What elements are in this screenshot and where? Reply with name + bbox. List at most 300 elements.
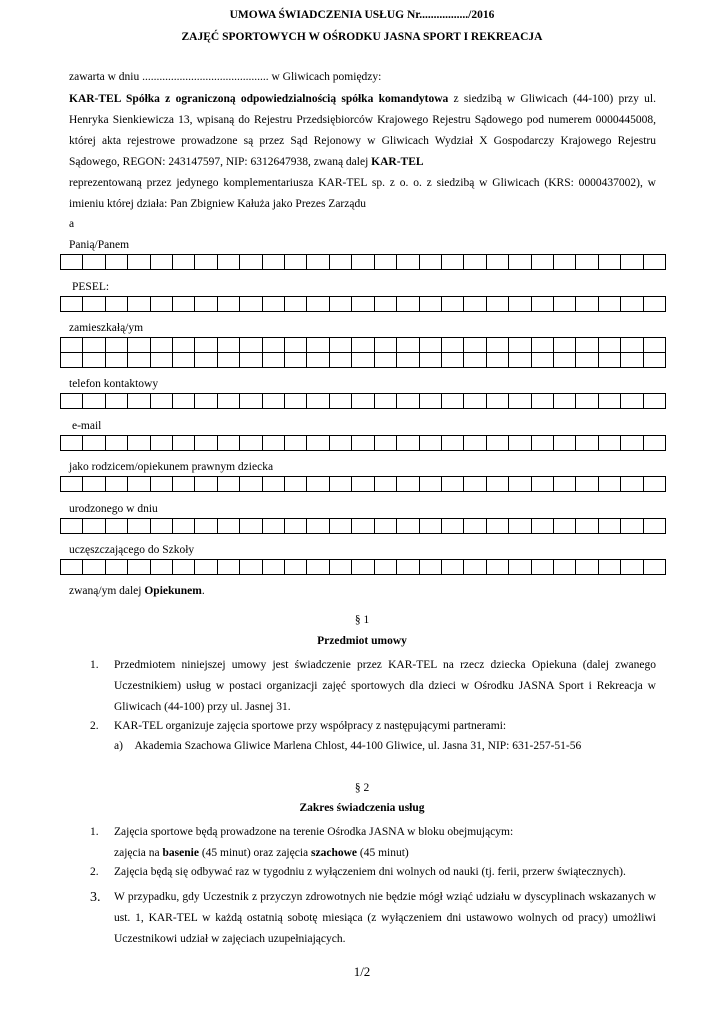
grid-cell[interactable]	[106, 353, 128, 368]
list-text: Przedmiotem niniejszej umowy jest świadczenie przez KAR-TEL na rzecz dziecka Opiekuna (dalej zwanego Uczestnikiem) usług w postaci organizacji zajęć sportowych dla dzieci w Ośrodku JASNA Sport i Rekreacja w Gliwicach (44-100) przy ul. Jasnej 31.	[114, 659, 656, 713]
grid-cell[interactable]	[285, 394, 307, 409]
grid-cell[interactable]	[83, 477, 105, 492]
subitem-label: a)	[114, 740, 123, 752]
pesel-grid[interactable]	[60, 296, 666, 312]
grid-cell[interactable]	[128, 338, 150, 353]
grid-cell[interactable]	[352, 436, 374, 451]
grid-cell[interactable]	[644, 338, 666, 353]
guardian-label: jako rodzicem/opiekunem prawnym dziecka	[69, 461, 274, 473]
grid-cell[interactable]	[330, 477, 352, 492]
grid-cell[interactable]	[307, 436, 329, 451]
grid-cell[interactable]	[599, 255, 621, 270]
grid-cell[interactable]	[532, 394, 554, 409]
grid-cell[interactable]	[464, 394, 486, 409]
grid-cell[interactable]	[240, 255, 262, 270]
grid-cell[interactable]	[307, 394, 329, 409]
item1-line2-a: zajęcia na	[114, 847, 163, 859]
grid-cell[interactable]	[509, 477, 531, 492]
grid-cell[interactable]	[218, 394, 240, 409]
grid-cell[interactable]	[83, 560, 105, 575]
pesel-label: PESEL:	[72, 281, 110, 293]
grid-cell[interactable]	[106, 338, 128, 353]
grid-cell[interactable]	[420, 477, 442, 492]
grid-cell[interactable]	[487, 519, 509, 534]
grid-cell[interactable]	[240, 353, 262, 368]
grid-cell[interactable]	[330, 394, 352, 409]
list-text: Zajęcia będą się odbywać raz w tygodniu z wyłączeniem dni wolnych od nauki (tj. ferii, przerw świątecznych).	[114, 866, 626, 878]
grid-cell[interactable]	[487, 255, 509, 270]
grid-cell[interactable]	[263, 338, 285, 353]
grid-cell[interactable]	[464, 353, 486, 368]
grid-cell[interactable]	[173, 394, 195, 409]
page-number: 1/2	[353, 964, 371, 979]
grid-cell[interactable]	[128, 519, 150, 534]
grid-cell[interactable]	[509, 560, 531, 575]
grid-cell[interactable]	[352, 519, 374, 534]
list-number: 2.	[90, 866, 99, 878]
grid-cell[interactable]	[621, 394, 643, 409]
grid-cell[interactable]	[128, 255, 150, 270]
grid-cell[interactable]	[106, 560, 128, 575]
grid-cell[interactable]	[420, 353, 442, 368]
email-grid[interactable]	[60, 435, 666, 451]
grid-cell[interactable]	[487, 436, 509, 451]
grid-cell[interactable]	[61, 353, 83, 368]
grid-cell[interactable]	[218, 519, 240, 534]
grid-cell[interactable]	[621, 436, 643, 451]
grid-cell[interactable]	[599, 297, 621, 312]
grid-cell[interactable]	[464, 519, 486, 534]
section2-heading: Zakres świadczenia usług	[299, 802, 425, 814]
grid-cell[interactable]	[644, 519, 666, 534]
grid-cell[interactable]	[285, 338, 307, 353]
grid-cell[interactable]	[576, 297, 598, 312]
grid-cell[interactable]	[576, 436, 598, 451]
grid-cell[interactable]	[442, 353, 464, 368]
grid-cell[interactable]	[263, 255, 285, 270]
grid-cell[interactable]	[576, 477, 598, 492]
grid-cell[interactable]	[487, 560, 509, 575]
concluded-line: zawarta w dniu ............................................ w Gliwicach pomiędzy:	[69, 71, 382, 83]
grid-cell[interactable]	[375, 338, 397, 353]
grid-cell[interactable]	[532, 560, 554, 575]
grid-cell[interactable]	[285, 297, 307, 312]
document-title: UMOWA ŚWIADCZENIA USŁUG Nr................./2016	[229, 9, 495, 21]
grid-cell[interactable]	[644, 436, 666, 451]
grid-cell[interactable]	[195, 297, 217, 312]
grid-cell[interactable]	[442, 338, 464, 353]
grid-cell[interactable]	[307, 477, 329, 492]
grid-cell[interactable]	[644, 297, 666, 312]
name-label: Panią/Panem	[69, 239, 130, 251]
grid-cell[interactable]	[352, 477, 374, 492]
grid-cell[interactable]	[644, 560, 666, 575]
grid-cell[interactable]	[599, 353, 621, 368]
grid-cell[interactable]	[106, 297, 128, 312]
grid-cell[interactable]	[644, 477, 666, 492]
grid-cell[interactable]	[509, 394, 531, 409]
grid-cell[interactable]	[151, 297, 173, 312]
grid-cell[interactable]	[397, 353, 419, 368]
grid-cell[interactable]	[195, 353, 217, 368]
grid-cell[interactable]	[464, 436, 486, 451]
grid-cell[interactable]	[576, 353, 598, 368]
section2-item3	[90, 887, 656, 950]
grid-cell[interactable]	[128, 297, 150, 312]
grid-cell[interactable]	[218, 477, 240, 492]
grid-cell[interactable]	[599, 477, 621, 492]
list-number: 3.	[90, 890, 101, 905]
section2-number: § 2	[354, 782, 370, 794]
grid-cell[interactable]	[106, 477, 128, 492]
grid-cell[interactable]	[330, 560, 352, 575]
section1-subitem-a	[114, 740, 581, 752]
grid-cell[interactable]	[173, 519, 195, 534]
company-paragraph	[69, 89, 656, 173]
grid-cell[interactable]	[285, 353, 307, 368]
grid-cell[interactable]	[83, 297, 105, 312]
list-number: 1.	[90, 826, 99, 838]
grid-cell[interactable]	[532, 338, 554, 353]
grid-cell[interactable]	[151, 338, 173, 353]
represented-paragraph: reprezentowaną przez jedynego komplementariusza KAR-TEL sp. z o. o. z siedzibą w Gliwicach (KRS: 0000437002), w imieniu której działa: Pan Zbigniew Kałuża jako Prezes Zarządu	[69, 177, 656, 210]
grid-cell[interactable]	[285, 477, 307, 492]
section1-item2	[90, 716, 656, 737]
grid-cell[interactable]	[330, 297, 352, 312]
grid-cell[interactable]	[128, 394, 150, 409]
grid-cell[interactable]	[195, 560, 217, 575]
grid-cell[interactable]	[464, 560, 486, 575]
grid-cell[interactable]	[307, 255, 329, 270]
grid-cell[interactable]	[464, 297, 486, 312]
grid-cell[interactable]	[173, 255, 195, 270]
grid-cell[interactable]	[307, 560, 329, 575]
grid-cell[interactable]	[554, 477, 576, 492]
grid-cell[interactable]	[599, 338, 621, 353]
grid-cell[interactable]	[644, 353, 666, 368]
grid-cell[interactable]	[397, 436, 419, 451]
grid-cell[interactable]	[375, 353, 397, 368]
list-text	[114, 822, 656, 864]
grid-cell[interactable]	[173, 560, 195, 575]
grid-cell[interactable]	[442, 436, 464, 451]
grid-cell[interactable]	[263, 560, 285, 575]
grid-cell[interactable]	[375, 394, 397, 409]
grid-cell[interactable]	[330, 338, 352, 353]
grid-cell[interactable]	[173, 297, 195, 312]
school-label: uczęszczającego do Szkoły	[69, 544, 195, 556]
grid-cell[interactable]	[263, 436, 285, 451]
phone-label: telefon kontaktowy	[69, 378, 159, 390]
grid-cell[interactable]	[195, 394, 217, 409]
grid-cell[interactable]	[532, 436, 554, 451]
grid-cell[interactable]	[195, 519, 217, 534]
born-label: urodzonego w dniu	[69, 503, 158, 515]
grid-cell[interactable]	[151, 519, 173, 534]
grid-cell[interactable]	[352, 297, 374, 312]
address-grid[interactable]	[60, 337, 666, 368]
grid-cell[interactable]	[352, 255, 374, 270]
grid-cell[interactable]	[307, 353, 329, 368]
grid-cell[interactable]	[397, 519, 419, 534]
grid-cell[interactable]	[532, 353, 554, 368]
grid-cell[interactable]	[487, 394, 509, 409]
grid-cell[interactable]	[240, 297, 262, 312]
grid-cell[interactable]	[61, 394, 83, 409]
grid-cell[interactable]	[83, 519, 105, 534]
grid-cell[interactable]	[61, 519, 83, 534]
grid-cell[interactable]	[173, 436, 195, 451]
grid-cell[interactable]	[464, 255, 486, 270]
grid-cell[interactable]	[307, 338, 329, 353]
grid-cell[interactable]	[195, 436, 217, 451]
grid-cell[interactable]	[285, 255, 307, 270]
grid-cell[interactable]	[397, 255, 419, 270]
grid-cell[interactable]	[375, 255, 397, 270]
grid-cell[interactable]	[397, 297, 419, 312]
grid-cell[interactable]	[285, 519, 307, 534]
grid-cell[interactable]	[487, 338, 509, 353]
item1-line2-b: basenie	[162, 847, 199, 859]
grid-cell[interactable]	[532, 477, 554, 492]
born-grid[interactable]	[60, 518, 666, 534]
grid-cell[interactable]	[420, 394, 442, 409]
grid-cell[interactable]	[83, 436, 105, 451]
grid-cell[interactable]	[375, 436, 397, 451]
grid-cell[interactable]	[576, 338, 598, 353]
grid-cell[interactable]	[442, 560, 464, 575]
grid-cell[interactable]	[263, 394, 285, 409]
grid-cell[interactable]	[554, 519, 576, 534]
grid-cell[interactable]	[330, 353, 352, 368]
grid-cell[interactable]	[240, 519, 262, 534]
grid-cell[interactable]	[532, 255, 554, 270]
grid-cell[interactable]	[83, 394, 105, 409]
grid-cell[interactable]	[218, 255, 240, 270]
grid-cell[interactable]	[554, 394, 576, 409]
grid-cell[interactable]	[307, 519, 329, 534]
grid-cell[interactable]	[464, 477, 486, 492]
grid-cell[interactable]	[621, 477, 643, 492]
grid-cell[interactable]	[375, 297, 397, 312]
grid-cell[interactable]	[621, 519, 643, 534]
grid-cell[interactable]	[576, 560, 598, 575]
grid-cell[interactable]	[420, 297, 442, 312]
grid-cell[interactable]	[61, 477, 83, 492]
grid-cell[interactable]	[61, 255, 83, 270]
grid-cell[interactable]	[240, 338, 262, 353]
grid-cell[interactable]	[330, 519, 352, 534]
grid-cell[interactable]	[128, 436, 150, 451]
closing-prefix: zwaną/ym dalej	[69, 585, 145, 597]
grid-cell[interactable]	[442, 477, 464, 492]
grid-cell[interactable]	[509, 338, 531, 353]
grid-cell[interactable]	[240, 394, 262, 409]
grid-cell[interactable]	[375, 477, 397, 492]
grid-cell[interactable]	[151, 353, 173, 368]
grid-cell[interactable]	[151, 560, 173, 575]
grid-cell[interactable]	[487, 297, 509, 312]
grid-cell[interactable]	[61, 297, 83, 312]
grid-cell[interactable]	[352, 560, 374, 575]
grid-cell[interactable]	[442, 394, 464, 409]
grid-cell[interactable]	[330, 436, 352, 451]
grid-cell[interactable]	[554, 436, 576, 451]
grid-cell[interactable]	[509, 436, 531, 451]
grid-cell[interactable]	[195, 338, 217, 353]
grid-cell[interactable]	[61, 338, 83, 353]
name-grid[interactable]	[60, 254, 666, 270]
item1-line2-c: (45 minut) oraz zajęcia	[198, 847, 312, 859]
list-number: 2.	[90, 720, 99, 732]
grid-cell[interactable]	[599, 560, 621, 575]
grid-cell[interactable]	[509, 297, 531, 312]
grid-cell[interactable]	[576, 394, 598, 409]
subitem-text: Akademia Szachowa Gliwice Marlena Chlost, 44-100 Gliwice, ul. Jasna 31, NIP: 631-257-51-56	[134, 740, 582, 752]
grid-cell[interactable]	[487, 353, 509, 368]
company-details: z siedzibą w Gliwicach (44-100) przy ul. Henryka Sienkiewicza 13, wpisaną do Rejestru Przedsiębiorców Krajowego Rejestru Sądowego pod numerem 0000445008, której akta rejestrowe prowadzone są przez Sąd Rejonowy w Gliwicach Wydział X Gospodarczy Krajowego Rejestru Sądowego, REGON: 243147597, NIP: 6312647938, zwaną dalej	[69, 93, 656, 168]
grid-cell[interactable]	[576, 255, 598, 270]
grid-cell[interactable]	[151, 255, 173, 270]
and-word: a	[69, 218, 75, 230]
grid-cell[interactable]	[554, 338, 576, 353]
grid-cell[interactable]	[532, 297, 554, 312]
grid-cell[interactable]	[218, 297, 240, 312]
grid-cell[interactable]	[106, 255, 128, 270]
grid-cell[interactable]	[195, 255, 217, 270]
grid-cell[interactable]	[509, 353, 531, 368]
grid-cell[interactable]	[240, 477, 262, 492]
child-name-grid[interactable]	[60, 476, 666, 492]
grid-cell[interactable]	[420, 560, 442, 575]
section2-item2	[90, 862, 656, 883]
company-short: KAR-TEL	[371, 156, 424, 168]
grid-cell[interactable]	[240, 560, 262, 575]
list-number: 1.	[90, 659, 99, 671]
grid-cell[interactable]	[397, 338, 419, 353]
grid-cell[interactable]	[644, 394, 666, 409]
grid-cell[interactable]	[263, 477, 285, 492]
school-grid[interactable]	[60, 559, 666, 575]
grid-cell[interactable]	[83, 338, 105, 353]
grid-cell[interactable]	[352, 353, 374, 368]
list-text: W przypadku, gdy Uczestnik z przyczyn zdrowotnych nie będzie mógł wziąć udziału w dyscyplinach wskazanych w ust. 1, KAR-TEL w każdą ostatnią sobotę miesiąca (z wyłączeniem dni ustawowo wolnych od pracy) umożliwi Uczestnikowi udział w zajęciach uzupełniających.	[114, 891, 656, 945]
section2-item1	[90, 822, 656, 864]
grid-cell[interactable]	[509, 255, 531, 270]
grid-cell[interactable]	[173, 338, 195, 353]
grid-cell[interactable]	[240, 436, 262, 451]
section1-heading: Przedmiot umowy	[317, 635, 407, 647]
grid-cell[interactable]	[420, 255, 442, 270]
grid-cell[interactable]	[352, 338, 374, 353]
phone-grid[interactable]	[60, 393, 666, 409]
grid-cell[interactable]	[83, 353, 105, 368]
grid-cell[interactable]	[397, 477, 419, 492]
grid-cell[interactable]	[554, 255, 576, 270]
section1-item1	[90, 655, 656, 718]
closing-line	[69, 585, 205, 597]
grid-cell[interactable]	[509, 519, 531, 534]
grid-cell[interactable]	[61, 560, 83, 575]
grid-cell[interactable]	[420, 519, 442, 534]
grid-cell[interactable]	[128, 560, 150, 575]
closing-suffix: .	[201, 585, 205, 597]
grid-cell[interactable]	[218, 338, 240, 353]
grid-cell[interactable]	[599, 436, 621, 451]
grid-cell[interactable]	[151, 394, 173, 409]
grid-cell[interactable]	[128, 477, 150, 492]
grid-cell[interactable]	[106, 394, 128, 409]
grid-cell[interactable]	[420, 436, 442, 451]
grid-cell[interactable]	[263, 353, 285, 368]
grid-cell[interactable]	[397, 394, 419, 409]
grid-cell[interactable]	[621, 338, 643, 353]
grid-cell[interactable]	[554, 560, 576, 575]
grid-cell[interactable]	[83, 255, 105, 270]
grid-cell[interactable]	[218, 353, 240, 368]
grid-cell[interactable]	[263, 297, 285, 312]
grid-cell[interactable]	[621, 255, 643, 270]
grid-cell[interactable]	[442, 519, 464, 534]
grid-cell[interactable]	[375, 519, 397, 534]
grid-cell[interactable]	[442, 255, 464, 270]
grid-cell[interactable]	[554, 353, 576, 368]
grid-cell[interactable]	[285, 560, 307, 575]
list-text: KAR-TEL organizuje zajęcia sportowe przy współpracy z następującymi partnerami:	[114, 720, 507, 732]
grid-cell[interactable]	[307, 297, 329, 312]
grid-cell[interactable]	[621, 560, 643, 575]
grid-cell[interactable]	[195, 477, 217, 492]
grid-cell[interactable]	[151, 436, 173, 451]
item1-line1: Zajęcia sportowe będą prowadzone na terenie Ośrodka JASNA w bloku obejmującym:	[114, 826, 514, 838]
grid-cell[interactable]	[599, 394, 621, 409]
grid-cell[interactable]	[464, 338, 486, 353]
grid-cell[interactable]	[218, 560, 240, 575]
grid-cell[interactable]	[173, 353, 195, 368]
grid-cell[interactable]	[352, 394, 374, 409]
item1-line2-d: szachowe	[311, 847, 358, 859]
grid-cell[interactable]	[106, 519, 128, 534]
company-name: KAR-TEL Spółka z ograniczoną odpowiedzialnością spółka komandytowa	[69, 93, 449, 105]
grid-cell[interactable]	[218, 436, 240, 451]
grid-cell[interactable]	[599, 519, 621, 534]
grid-cell[interactable]	[554, 297, 576, 312]
grid-cell[interactable]	[173, 477, 195, 492]
grid-cell[interactable]	[621, 297, 643, 312]
document-subtitle: ZAJĘĆ SPORTOWYCH W OŚRODKU JASNA SPORT I REKREACJA	[181, 31, 543, 43]
grid-cell[interactable]	[420, 338, 442, 353]
grid-cell[interactable]	[61, 436, 83, 451]
grid-cell[interactable]	[621, 353, 643, 368]
grid-cell[interactable]	[330, 255, 352, 270]
grid-cell[interactable]	[375, 560, 397, 575]
grid-cell[interactable]	[644, 255, 666, 270]
grid-cell[interactable]	[106, 436, 128, 451]
grid-cell[interactable]	[151, 477, 173, 492]
grid-cell[interactable]	[576, 519, 598, 534]
grid-cell[interactable]	[263, 519, 285, 534]
address-label: zamieszkałą/ym	[69, 322, 144, 334]
closing-bold: Opiekunem	[144, 585, 202, 597]
grid-cell[interactable]	[397, 560, 419, 575]
item1-line2-e: (45 minut)	[357, 847, 409, 859]
grid-cell[interactable]	[128, 353, 150, 368]
grid-cell[interactable]	[487, 477, 509, 492]
email-label: e-mail	[72, 420, 102, 432]
grid-cell[interactable]	[532, 519, 554, 534]
grid-cell[interactable]	[442, 297, 464, 312]
grid-cell[interactable]	[285, 436, 307, 451]
